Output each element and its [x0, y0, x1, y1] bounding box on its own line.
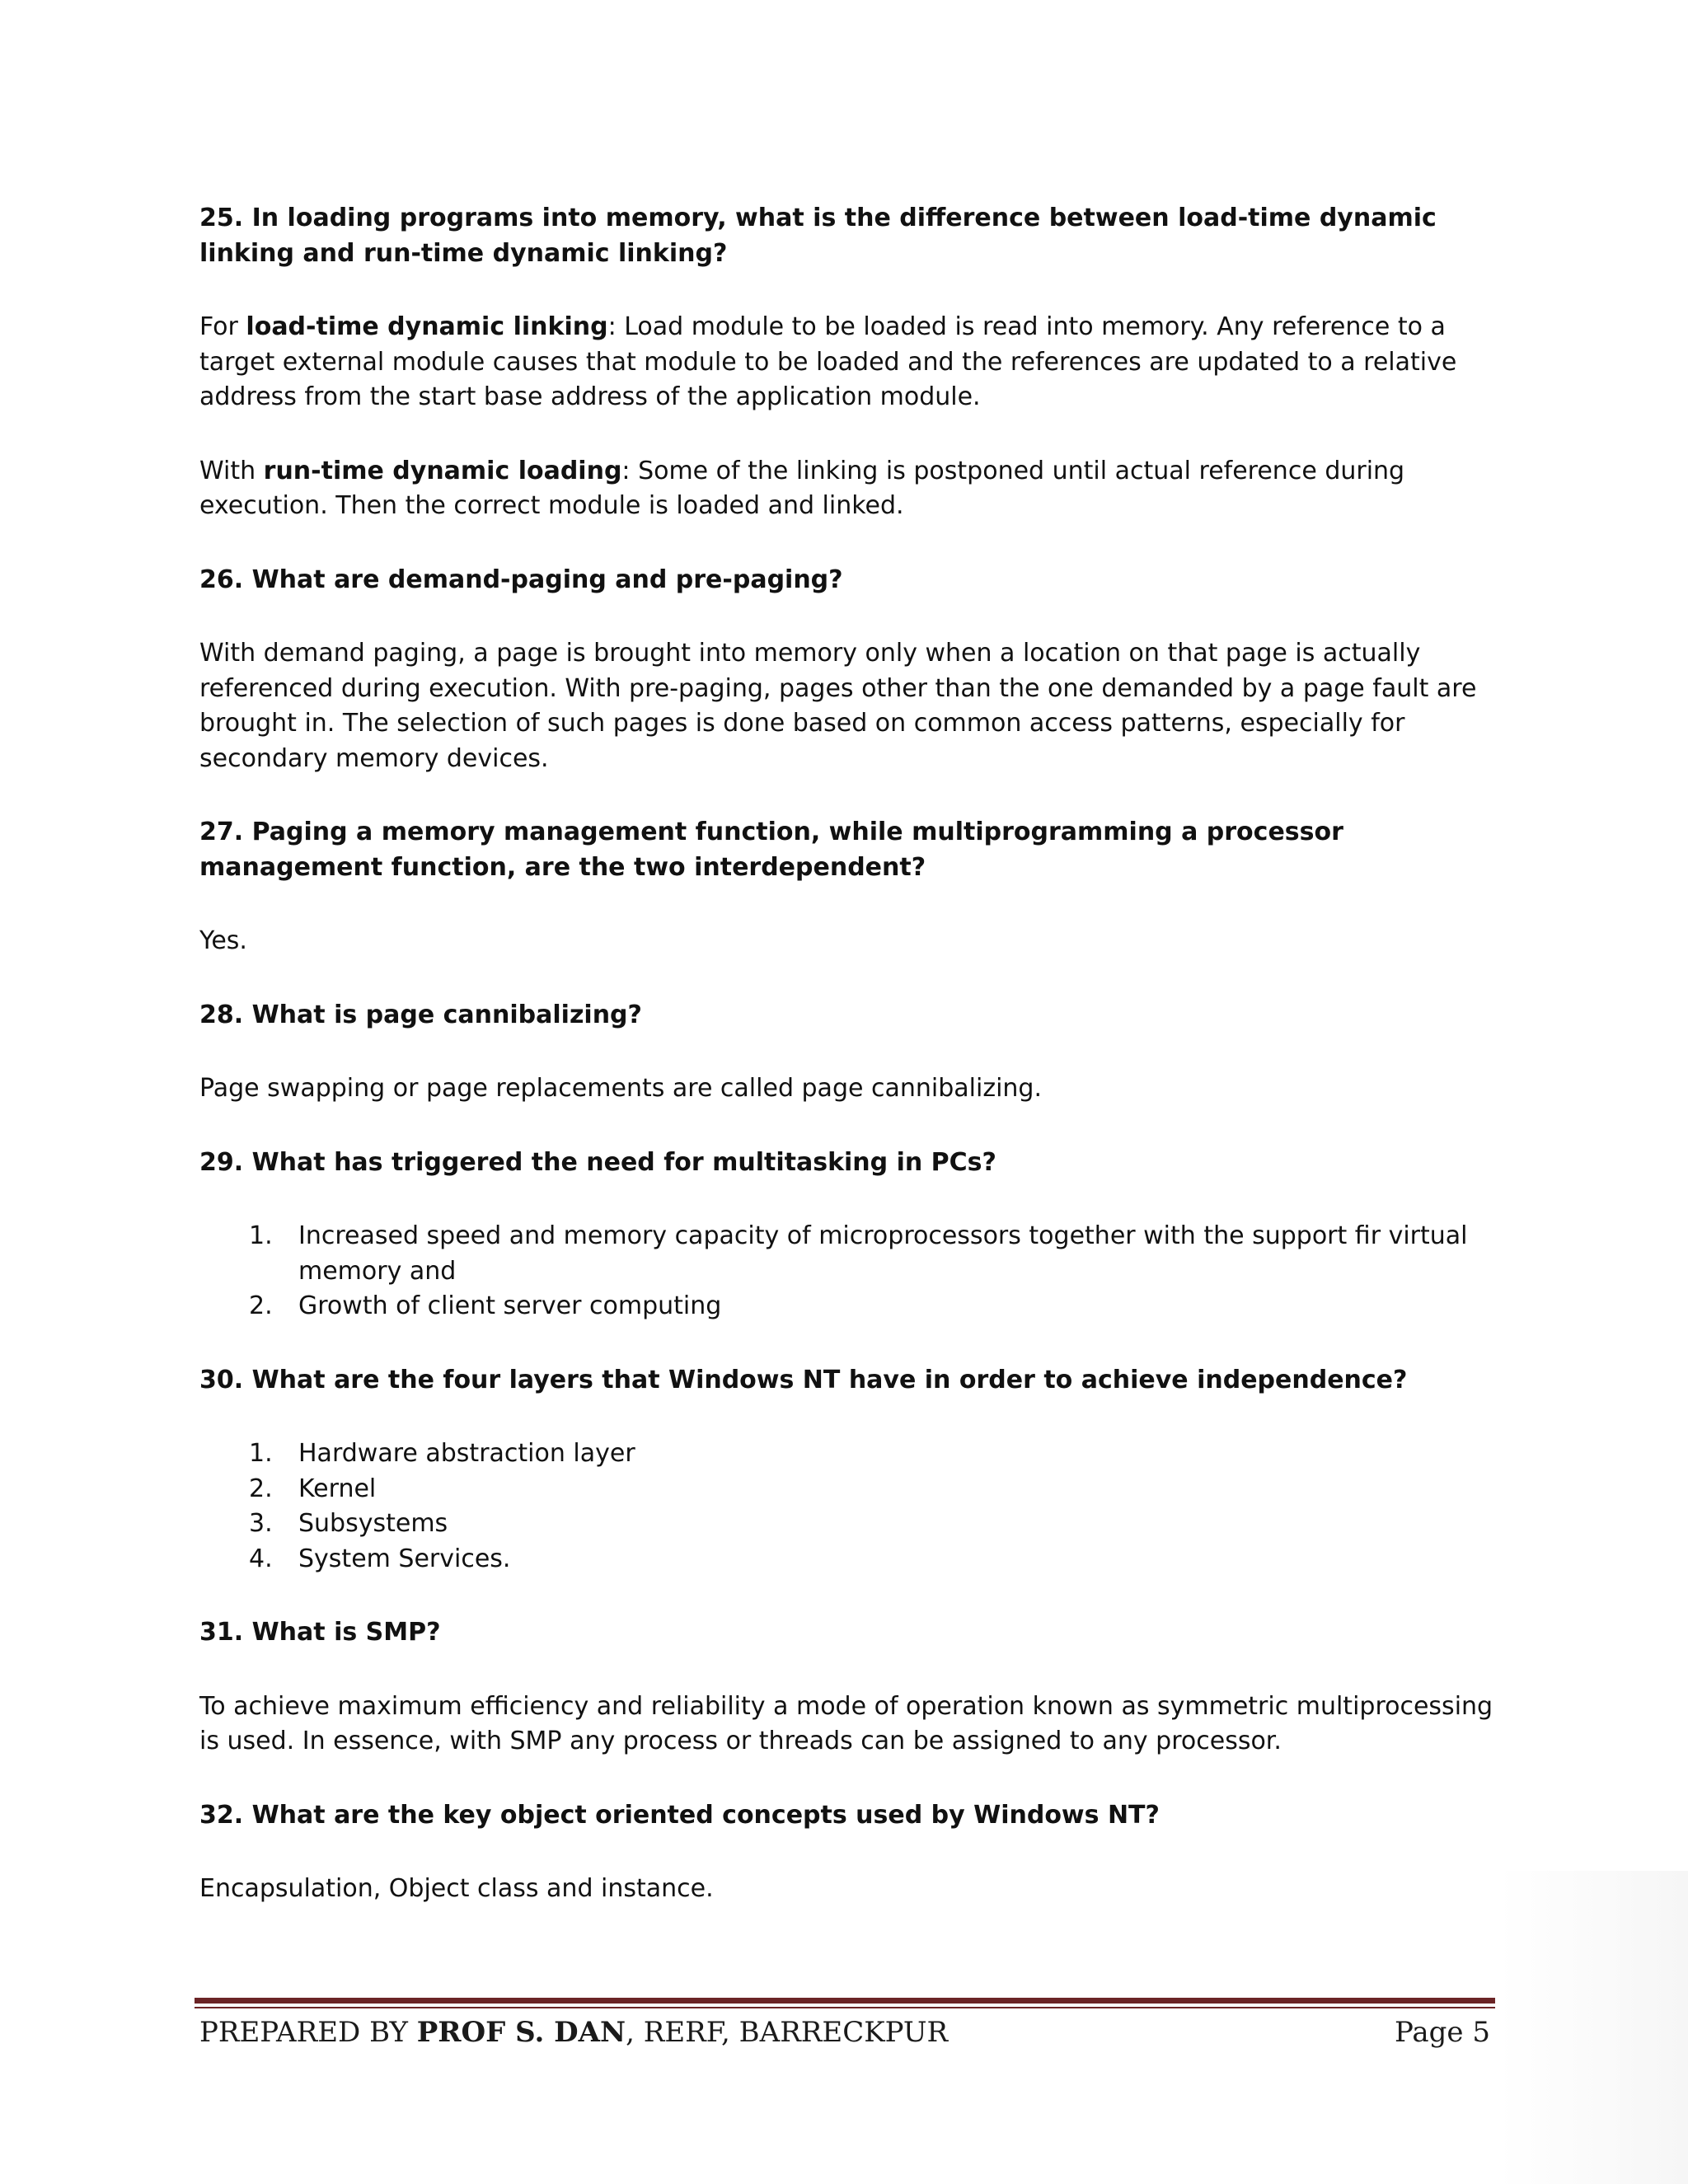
question-26-title: 26. What are demand-paging and pre-paging? — [199, 565, 843, 594]
question-31-answer: To achieve maximum efficiency and reliability a mode of operation known as symmetric multiprocessing is used. In essence, with SMP any process or threads can be assigned to any processor. — [199, 1691, 1493, 1755]
list-number: 3. — [249, 1509, 273, 1538]
list-item — [199, 1507, 1502, 1542]
question-31 — [199, 1615, 1502, 1760]
question-31-title: 31. What is SMP? — [199, 1618, 441, 1647]
question-32 — [199, 1798, 1502, 1907]
list-text: Growth of client server computing — [298, 1291, 722, 1320]
list-item — [199, 1436, 1502, 1472]
question-27-title: 27. Paging a memory management function, while multiprogramming a processor management function, are the two interdependent? — [199, 818, 1343, 882]
list-item — [199, 1219, 1502, 1289]
footer-suffix: , RERF, BARRECKPUR — [626, 2016, 949, 2049]
question-27 — [199, 815, 1502, 959]
question-25-title: 25. In loading programs into memory, what is the difference between load-time dynamic linking and run-time dynamic linking? — [199, 204, 1437, 268]
list-number: 4. — [249, 1544, 273, 1573]
page-content — [199, 201, 1502, 1907]
question-30-title: 30. What are the four layers that Windows NT have in order to achieve independence? — [199, 1365, 1408, 1394]
question-25-answer-1 — [199, 310, 1502, 415]
answer-term-load-time: load-time dynamic linking — [246, 312, 608, 341]
question-29 — [199, 1146, 1502, 1324]
question-27-answer: Yes. — [199, 926, 247, 955]
answer-term-run-time: run-time dynamic loading — [263, 456, 622, 485]
list-text: Increased speed and memory capacity of microprocessors together with the support fir virtual memory and — [298, 1221, 1468, 1286]
footer-rule-thick — [195, 1998, 1495, 2004]
page-corner-shade — [1498, 1871, 1688, 2184]
list-item — [199, 1289, 1502, 1324]
answer-prefix: With — [199, 456, 264, 485]
question-32-title: 32. What are the key object oriented concepts used by Windows NT? — [199, 1800, 1160, 1830]
question-26 — [199, 563, 1502, 777]
list-text: Kernel — [298, 1474, 377, 1503]
footer-prepared-by — [199, 2013, 948, 2052]
question-28 — [199, 998, 1502, 1107]
question-28-answer: Page swapping or page replacements are called page cannibalizing. — [199, 1074, 1042, 1103]
answer-text: : Load module to be loaded is read into memory. Any reference to a target external module causes that module to be loaded and the references are updated to a relative address from the start base address of the application module. — [199, 312, 1457, 411]
list-text: Hardware abstraction layer — [298, 1439, 635, 1468]
list-number: 2. — [249, 1474, 273, 1503]
answer-prefix: For — [199, 312, 246, 341]
answer-text: : Some of the linking is postponed until actual reference during execution. Then the correct module is loaded and linked. — [199, 456, 1405, 520]
question-25 — [199, 201, 1502, 524]
footer-prefix: PREPARED BY — [199, 2016, 417, 2049]
question-32-answer: Encapsulation, Object class and instance. — [199, 1874, 714, 1903]
question-28-title: 28. What is page cannibalizing? — [199, 1000, 642, 1029]
page-number: Page 5 — [1395, 2016, 1490, 2049]
footer-rule-thin — [195, 2007, 1495, 2008]
footer-author: PROF S. DAN — [416, 2016, 626, 2049]
list-number: 2. — [249, 1291, 273, 1320]
question-30 — [199, 1363, 1502, 1577]
question-30-list — [199, 1436, 1502, 1577]
list-number: 1. — [249, 1439, 273, 1468]
list-item — [199, 1472, 1502, 1507]
list-item — [199, 1542, 1502, 1577]
question-26-answer: With demand paging, a page is brought into memory only when a location on that page is actually referenced during execution. With pre-paging, pages other than the one demanded by a page fault are brought in. The selection of such pages is done based on common access patterns, especially for secondary memory devices. — [199, 639, 1477, 773]
question-29-title: 29. What has triggered the need for multitasking in PCs? — [199, 1147, 996, 1177]
list-number: 1. — [249, 1221, 273, 1250]
list-text: Subsystems — [298, 1509, 448, 1538]
list-text: System Services. — [298, 1544, 511, 1573]
question-29-list — [199, 1219, 1502, 1324]
question-25-answer-2 — [199, 454, 1502, 524]
